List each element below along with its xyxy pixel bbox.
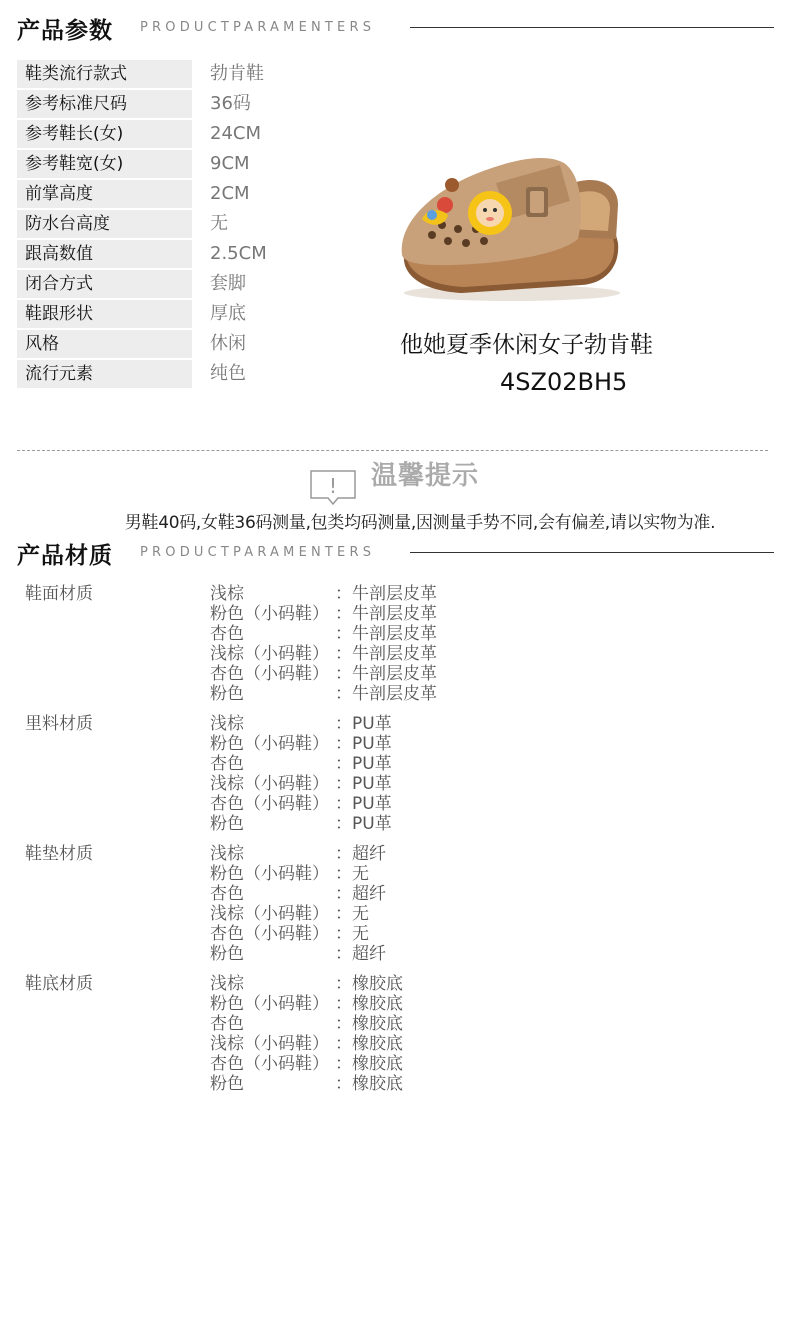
- params-table: [17, 60, 337, 390]
- param-value: 休闲: [210, 333, 246, 354]
- material-value: ：牛剖层皮革: [335, 664, 437, 684]
- param-value: 纯色: [210, 363, 246, 384]
- param-value: 36码: [210, 93, 251, 114]
- material-value: ：牛剖层皮革: [335, 624, 437, 644]
- product-image: [392, 135, 632, 310]
- material-color: 粉色: [210, 814, 244, 834]
- material-value: ：PU革: [335, 814, 392, 834]
- material-color: 粉色（小码鞋）: [210, 604, 329, 624]
- param-key: 防水台高度: [17, 210, 192, 238]
- param-value: 厚底: [210, 303, 246, 324]
- material-value: ：超纤: [335, 944, 386, 964]
- param-value: 2CM: [210, 183, 250, 204]
- material-color: 杏色（小码鞋）: [210, 794, 329, 814]
- param-row: [17, 210, 337, 240]
- material-label: 鞋垫材质: [25, 844, 93, 864]
- param-row: [17, 330, 337, 360]
- param-value: 勃肯鞋: [210, 63, 264, 84]
- section-title: 产品材质: [17, 543, 113, 569]
- material-label: 鞋底材质: [25, 974, 93, 994]
- material-label: 里料材质: [25, 714, 93, 734]
- param-row: [17, 150, 337, 180]
- param-key: 风格: [17, 330, 192, 358]
- material-color: 浅棕: [210, 974, 244, 994]
- material-value: ：牛剖层皮革: [335, 644, 437, 664]
- param-row: [17, 360, 337, 390]
- tip-text: 男鞋40码,女鞋36码测量,包类均码测量,因测量手势不同,会有偏差,请以实物为准.: [124, 513, 716, 533]
- param-key: 参考鞋宽(女): [17, 150, 192, 178]
- warning-icon: [310, 470, 356, 510]
- material-value: ：超纤: [335, 884, 386, 904]
- section-header-materials: [0, 533, 790, 573]
- material-value: ：无: [335, 924, 369, 944]
- material-color: 浅棕: [210, 844, 244, 864]
- material-value: ：PU革: [335, 714, 392, 734]
- material-color: 杏色: [210, 1014, 244, 1034]
- material-color: 粉色: [210, 944, 244, 964]
- dashed-divider: [17, 450, 768, 451]
- warning-icon-symbol: !: [328, 474, 338, 498]
- material-value: ：橡胶底: [335, 1034, 403, 1054]
- material-label: 鞋面材质: [25, 584, 93, 604]
- section-title: 产品参数: [17, 18, 113, 44]
- material-color: 浅棕（小码鞋）: [210, 644, 329, 664]
- param-row: [17, 60, 337, 90]
- material-color: 粉色（小码鞋）: [210, 734, 329, 754]
- param-row: [17, 90, 337, 120]
- param-row: [17, 270, 337, 300]
- material-color: 杏色（小码鞋）: [210, 924, 329, 944]
- material-value: ：PU革: [335, 734, 392, 754]
- param-key: 鞋跟形状: [17, 300, 192, 328]
- material-color: 杏色: [210, 884, 244, 904]
- material-value: ：PU革: [335, 774, 392, 794]
- material-color: 浅棕（小码鞋）: [210, 774, 329, 794]
- section-subtitle: PRODUCTPARAMENTERS: [140, 20, 376, 35]
- material-value: ：橡胶底: [335, 1074, 403, 1094]
- material-value: ：牛剖层皮革: [335, 684, 437, 704]
- param-value: 24CM: [210, 123, 262, 144]
- material-color: 浅棕: [210, 584, 244, 604]
- material-value: ：超纤: [335, 844, 386, 864]
- param-key: 鞋类流行款式: [17, 60, 192, 88]
- section-rule: [410, 552, 774, 553]
- param-value: 无: [210, 213, 228, 234]
- material-value: ：PU革: [335, 794, 392, 814]
- material-color: 杏色（小码鞋）: [210, 664, 329, 684]
- material-color: 杏色（小码鞋）: [210, 1054, 329, 1074]
- shoe-illustration: [392, 135, 632, 310]
- material-value: ：橡胶底: [335, 1054, 403, 1074]
- material-color: 粉色（小码鞋）: [210, 864, 329, 884]
- param-row: [17, 300, 337, 330]
- param-row: [17, 180, 337, 210]
- param-row: [17, 120, 337, 150]
- tip-title: 温馨提示: [371, 461, 480, 491]
- param-row: [17, 240, 337, 270]
- material-value: ：橡胶底: [335, 1014, 403, 1034]
- material-color: 浅棕（小码鞋）: [210, 904, 329, 924]
- param-key: 参考鞋长(女): [17, 120, 192, 148]
- material-value: ：无: [335, 864, 369, 884]
- param-key: 前掌高度: [17, 180, 192, 208]
- material-color: 粉色: [210, 684, 244, 704]
- param-key: 闭合方式: [17, 270, 192, 298]
- param-value: 9CM: [210, 153, 250, 174]
- param-key: 参考标准尺码: [17, 90, 192, 118]
- section-rule: [410, 27, 774, 28]
- material-color: 浅棕: [210, 714, 244, 734]
- product-code: 4SZ02BH5: [500, 368, 628, 396]
- material-color: 粉色: [210, 1074, 244, 1094]
- material-value: ：牛剖层皮革: [335, 584, 437, 604]
- param-value: 套脚: [210, 273, 246, 294]
- material-color: 杏色: [210, 624, 244, 644]
- material-value: ：PU革: [335, 754, 392, 774]
- material-color: 粉色（小码鞋）: [210, 994, 329, 1014]
- material-value: ：无: [335, 904, 369, 924]
- param-value: 2.5CM: [210, 243, 267, 264]
- param-key: 跟高数值: [17, 240, 192, 268]
- material-color: 浅棕（小码鞋）: [210, 1034, 329, 1054]
- param-key: 流行元素: [17, 360, 192, 388]
- material-value: ：橡胶底: [335, 994, 403, 1014]
- material-color: 杏色: [210, 754, 244, 774]
- material-value: ：橡胶底: [335, 974, 403, 994]
- section-header-params: [0, 8, 790, 48]
- product-name: 他她夏季休闲女子勃肯鞋: [400, 332, 653, 358]
- material-value: ：牛剖层皮革: [335, 604, 437, 624]
- section-subtitle: PRODUCTPARAMENTERS: [140, 545, 376, 560]
